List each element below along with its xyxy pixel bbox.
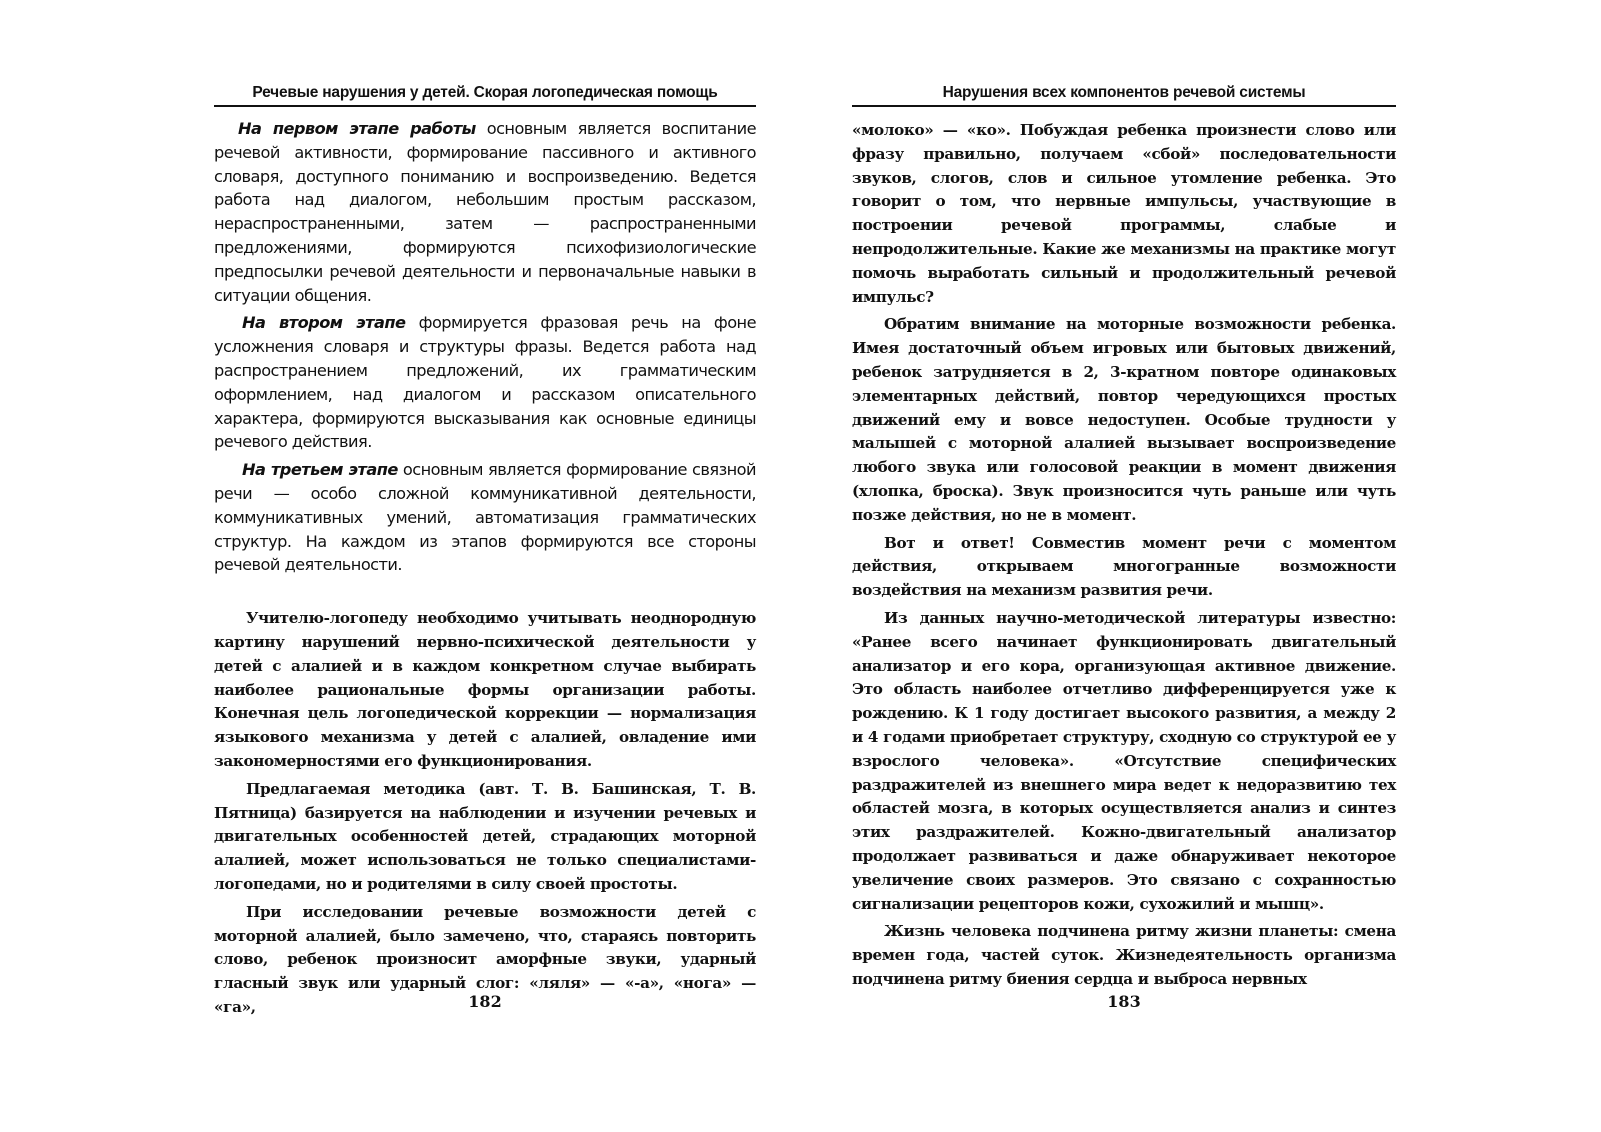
stage-lead-2: На втором этапе [242,313,406,333]
stage-paragraph-2 [214,311,756,454]
paragraph: При исследовании речевые возможности детей с моторной алалией, было замечено, что, стараясь повторить слово, ребенок произносит аморфные звуки, ударный гласный звук или ударный слог: «ляля» — «-а», «нога» — «га», [214,902,756,1016]
stages-section [214,117,756,577]
paragraph: Вот и ответ! Совместив момент речи с моментом действия, открываем многогранные возможности воздействия на механизм развития речи. [852,533,1396,600]
page-number-right: 183 [1107,992,1141,1011]
stage-text-3: основным является формирование связной речи — особо сложной коммуникативной деятельности, коммуникативных умений, автоматизация грамматических структур. На каждом из этапов формируются все стороны речевой деятельности. [214,460,756,575]
paragraph: Учителю-логопеду необходимо учитывать неоднородную картину нарушений нервно-психической деятельности у детей с алалией и в каждом конкретном случае выбирать наиболее рациональные формы организации работы. Конечная цель логопедической коррекции — нормализация языкового механизма у детей с алалией, овладение ими закономерностями его функционирования. [214,609,756,770]
paragraph: Обратим внимание на моторные возможности ребенка. Имея достаточный объем игровых или бытовых движений, ребенок затрудняется в 2, 3-кратном повторе одинаковых элементарных действий, повтор чередующихся простых движений ему и вовсе недоступен. Особые трудности у малышей с моторной алалией вызывает воспроизведение любого звука или голосовой реакции в момент движения (хлопка, броска). Звук произносится чуть раньше или чуть позже действия, но не в момент. [852,315,1396,524]
continuation-paragraph: «молоко» — «ко». Побуждая ребенка произнести слово или фразу правильно, получаем «сбой» последовательности звуков, слогов, слов и сильное утомление ребенка. Это говорит о том, что нервные импульсы, участвующие в построении речевой программы, слабые и непродолжительные. Какие же механизмы на практике могут помочь выработать сильный и продолжительный речевой импульс? [852,121,1396,306]
running-head-left: Речевые нарушения у детей. Скорая логопедическая помощь [214,84,756,107]
stage-paragraph-1 [214,117,756,307]
stage-text-1: основным является воспитание речевой активности, формирование пассивного и активного словаря, доступного пониманию и воспроизведению. Ведется работа над диалогом, небольшим простым рассказом, нераспространенными, затем — распространенными предложениями, формируются психофизиологические предпосылки речевой деятельности и первоначальные навыки в ситуации общения. [214,119,756,305]
stage-text-2: формируется фразовая речь на фоне усложнения словаря и структуры фразы. Ведется работа над распространением предложений, их грамматическим оформлением, над диалогом и рассказом описательного характера, формируются высказывания как основные единицы речевого действия. [214,313,756,452]
page-number-left: 182 [468,992,502,1011]
paragraph: Из данных научно-методической литературы известно: «Ранее всего начинает функционировать двигательный анализатор и его кора, организующая активное движение. Это область наиболее отчетливо дифференцируется уже к рождению. К 1 году достигает высокого развития, а между 2 и 4 годами приобретает структуру, сходную со структурой ее у взрослого человека». «Отсутствие специфических раздражителей из внешнего мира ведет к недоразвитию тех областей мозга, в которых осуществляется анализ и синтез этих раздражителей. Кожно-двигательный анализатор продолжает развиваться и даже обнаруживает некоторое увеличение своих размеров. Это связано с сохранностью сигнализации рецепторов кожи, сухожилий и мышц». [852,608,1396,913]
running-head-right: Нарушения всех компонентов речевой системы [852,84,1396,107]
right-body-text [852,119,1396,992]
paragraph: Жизнь человека подчинена ритму жизни планеты: смена времен года, частей суток. Жизнедеятельность организма подчинена ритму биения сердца и выброса нервных [852,922,1396,988]
paragraph: Предлагаемая методика (авт. Т. В. Башинская, Т. В. Пятница) базируется на наблюдении и изучении речевых и двигательных особенностей детей, страдающих моторной алалией, может использоваться не только специалистами-логопедами, но и родителями в силу своей простоты. [214,779,756,893]
stage-lead-3: На третьем этапе [242,460,398,480]
stage-paragraph-3 [214,458,756,577]
stage-lead-1: На первом этапе работы [238,119,476,138]
right-page [852,84,1396,1011]
left-page [214,84,756,1024]
left-body-text [214,607,756,1020]
